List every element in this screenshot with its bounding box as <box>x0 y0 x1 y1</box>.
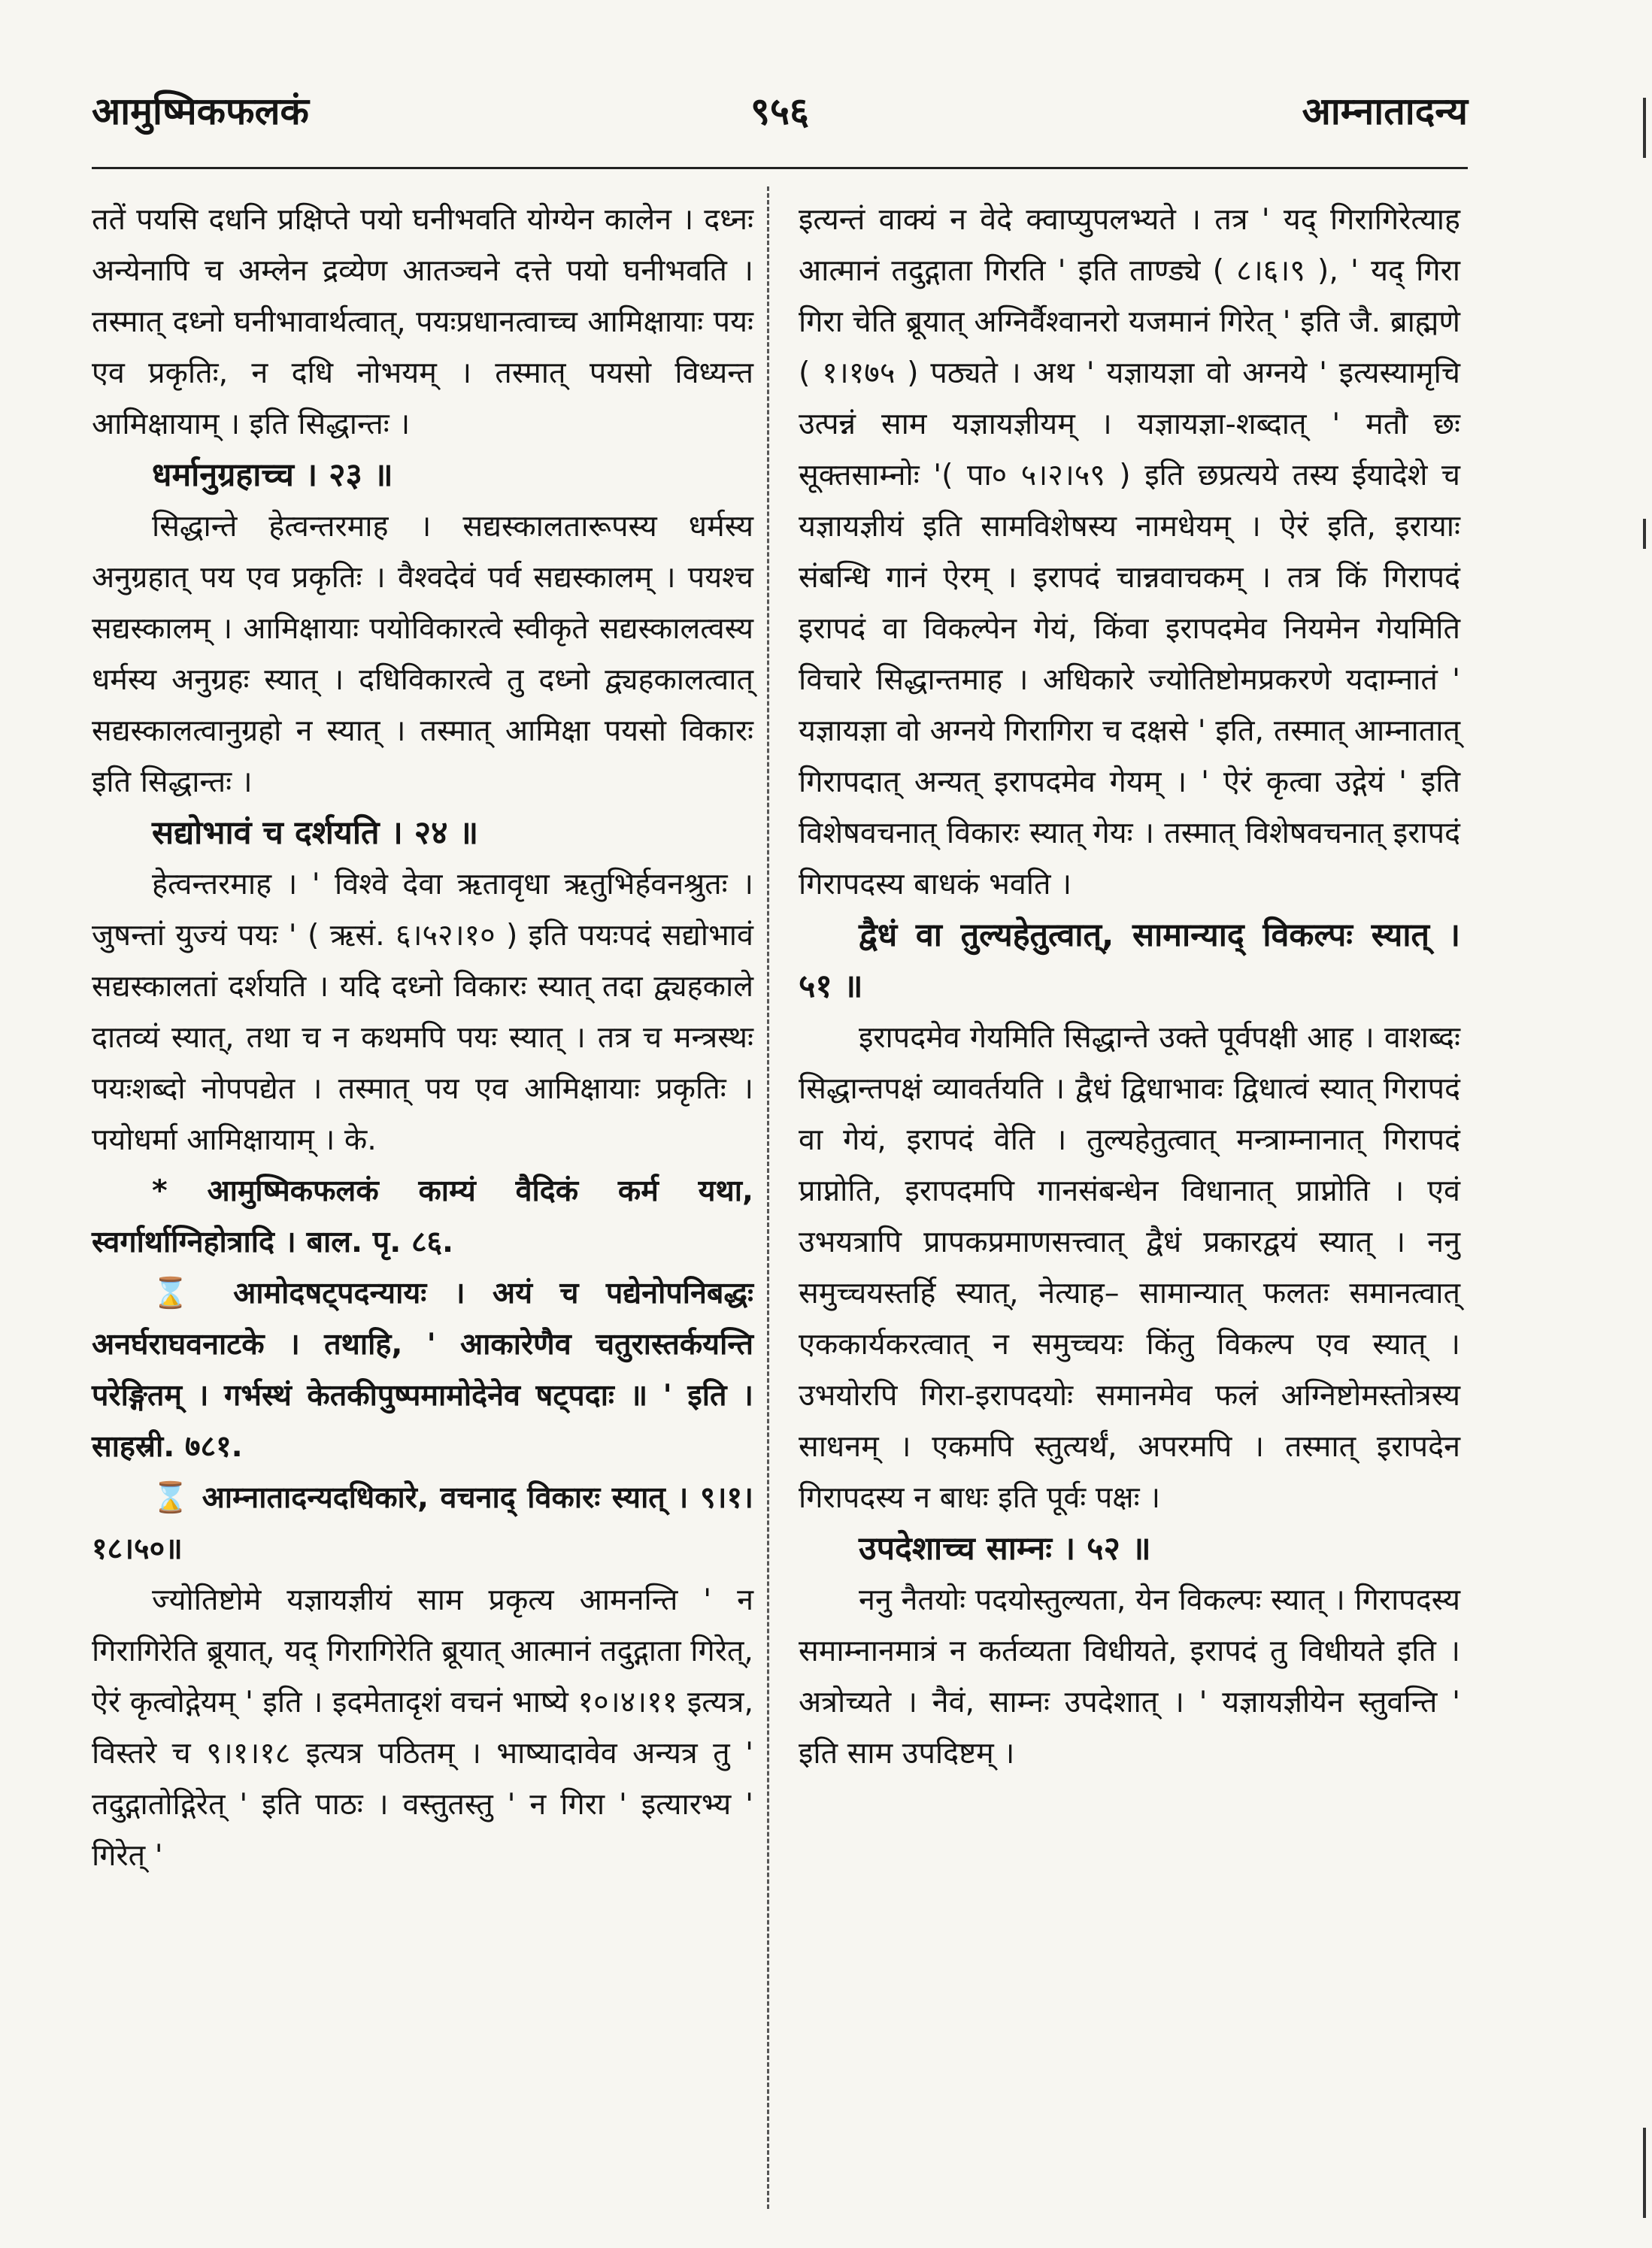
scan-edge-mark <box>1643 98 1646 158</box>
header-right-keyword: आम्नातादन्य <box>1302 89 1468 133</box>
left-column <box>92 194 753 1881</box>
header-rule <box>92 167 1468 169</box>
paragraph: ननु नैतयोः पदयोस्तुल्यता, येन विकल्पः स्यात् । गिरापदस्य समाम्नानमात्रं न कर्तव्यता विधीयते, इरापदं तु विधीयते इति । अत्रोच्यते । नैवं, साम्नः उपदेशात् । ' यज्ञायज्ञीयेन स्तुवन्ति ' इति साम उपदिष्टम् । <box>799 1583 1460 1771</box>
paragraph: ततें पयसि दधनि प्रक्षिप्ते पयो घनीभवति योग्येन कालेन । दध्नः अन्येनापि च अम्लेन द्रव्येण आतञ्चने दत्ते पयो घनीभवति । तस्मात् दध्नो घनीभावार्थत्वात्, पयःप्रधानत्वाच्च आमिक्षायाः पयः एव प्रकृतिः, न दधि नोभयम् । तस्मात् पयसो विध्यन्त आमिक्षायाम् । इति सिद्धान्तः । <box>92 202 753 441</box>
scan-edge-mark <box>1643 519 1646 549</box>
sutra-heading: उपदेशाच्च साम्नः । ५२ ॥ <box>859 1530 1151 1568</box>
dictionary-entry: * आमुष्मिकफलकं काम्यं वैदिकं कर्म यथा, स्वर्गार्थाग्निहोत्रादि । बाल. पृ. ८६. <box>92 1174 753 1259</box>
paragraph: इत्यन्तं वाक्यं न वेदे क्वाप्युपलभ्यते । तत्र ' यद् गिरागिरेत्याह आत्मानं तदुद्गाता गिरति ' इति ताण्ड्ये ( ८।६।९ ), ' यद् गिरा गिरा चेति ब्रूयात् अग्निर्वैश्वानरो यजमानं गिरेत् ' इति जै. ब्राह्मणे ( १।१७५ ) पठ्यते । अथ ' यज्ञायज्ञा वो अग्नये ' इत्यस्यामृचि उत्पन्नं साम यज्ञायज्ञीयम् । यज्ञायज्ञा-शब्दात् ' मतौ छः सूक्तसाम्नोः '( पा० ५।२।५९ ) इति छप्रत्यये तस्य ईयादेशे च यज्ञायज्ञीयं इति सामविशेषस्य नामधेयम् । ऐरं इति, इरायाः संबन्धि गानं ऐरम् । इरापदं चान्नवाचकम् । तत्र किं गिरापदं इरापदं वा विकल्पेन गेयं, किंवा इरापदमेव नियमेन गेयमिति विचारे सिद्धान्तमाह । अधिकारे ज्योतिष्टोमप्रकरणे यदाम्नातं ' यज्ञायज्ञा वो अग्नये गिरागिरा च दक्षसे ' इति, तस्मात् आम्नातात् गिरापदात् अन्यत् इरापदमेव गेयम् । ' ऐरं कृत्वा उद्गेयं ' इति विशेषवचनात् विकारः स्यात् गेयः । तस्मात् विशेषवचनात् इरापदं गिरापदस्य बाधकं भवति । <box>799 202 1460 901</box>
scan-edge-mark <box>1643 2128 1646 2218</box>
header-left-keyword: आमुष्मिकफलकं <box>92 89 309 133</box>
sutra-heading: धर्मानुग्रहाच्च । २३ ॥ <box>152 456 393 494</box>
column-divider <box>767 186 769 2209</box>
paragraph: हेत्वन्तरमाह । ' विश्वे देवा ऋतावृधा ऋतुभिर्हवनश्रुतः । जुषन्तां युज्यं पयः ' ( ऋसं. ६।५२।१० ) इति पयःपदं सद्योभावं सद्यस्कालतां दर्शयति । यदि दध्नो विकारः स्यात् तदा द्व्यहकाले दातव्यं स्यात्, तथा च न कथमपि पयः स्यात् । तत्र च मन्त्रस्थः पयःशब्दो नोपपद्येत । तस्मात् पय एव आमिक्षायाः प्रकृतिः । पयोधर्मा आमिक्षायाम् । के. <box>92 867 753 1157</box>
running-header <box>92 84 1468 152</box>
paragraph: ज्योतिष्टोमे यज्ञायज्ञीयं साम प्रकृत्य आमनन्ति ' न गिरागिरेति ब्रूयात्, यद् गिरागिरेति ब्रूयात् आत्मानं तदुद्गाता गिरेत्, ऐरं कृत्वोद्गेयम् ' इति । इदमेतादृशं वचनं भाष्ये १०।४।११ इत्यत्र, विस्तरे च ९।१।१८ इत्यत्र पठितम् । भाष्यादावेव अन्यत्र तु ' तदुद्गातोद्गिरेत् ' इति पाठः । वस्तुतस्तु ' न गिरा ' इत्यारभ्य ' गिरेत् ' <box>92 1583 753 1873</box>
sutra-heading: द्वैधं वा तुल्यहेतुत्वात्, सामान्याद् विकल्पः स्यात् । ५१ ॥ <box>799 916 1460 1005</box>
page-number: ९५६ <box>750 89 809 133</box>
sutra-heading: सद्योभावं च दर्शयति । २४ ॥ <box>152 814 479 852</box>
right-column <box>799 194 1460 1779</box>
dictionary-entry: ⌛ आमोदषट्पदन्यायः । अयं च पद्येनोपनिबद्धः अनर्घराघवनाटके । तथाहि, ' आकारेणैव चतुरास्तर्कयन्ति परेङ्गितम् । गर्भस्थं केतकीपुष्पमामोदेनेव षट्पदाः ॥ ' इति । साहस्री. ७८१. <box>92 1276 753 1464</box>
paragraph: इरापदमेव गेयमिति सिद्धान्ते उक्ते पूर्वपक्षी आह । वाशब्दः सिद्धान्तपक्षं व्यावर्तयति । द्वैधं द्विधाभावः द्विधात्वं स्यात् गिरापदं वा गेयं, इरापदं वेति । तुल्यहेतुत्वात् मन्त्राम्नानात् गिरापदं प्राप्नोति, इरापदमपि गानसंबन्धेन विधानात् प्राप्नोति । एवं उभयत्रापि प्रापकप्रमाणसत्त्वात् द्वैधं प्रकारद्वयं स्यात् । ननु समुच्चयस्तर्हि स्यात्, नेत्याह– सामान्यात् फलतः समानत्वात् एककार्यकरत्वात् न समुच्चयः किंतु विकल्प एव स्यात् । उभयोरपि गिरा-इरापदयोः समानमेव फलं अग्निष्टोमस्तोत्रस्य साधनम् । एकमपि स्तुत्यर्थं, अपरमपि । तस्मात् इरापदेन गिरापदस्य न बाधः इति पूर्वः पक्षः । <box>799 1020 1460 1515</box>
dictionary-entry: ⌛ आम्नातादन्यदधिकारे, वचनाद् विकारः स्यात् । ९।१।१८।५०॥ <box>92 1480 753 1566</box>
paragraph: सिद्धान्ते हेत्वन्तरमाह । सद्यस्कालतारूपस्य धर्मस्य अनुग्रहात् पय एव प्रकृतिः । वैश्वदेवं पर्व सद्यस्कालम् । पयश्च सद्यस्कालम् । आमिक्षायाः पयोविकारत्वे स्वीकृते सद्यस्कालत्वस्य धर्मस्य अनुग्रहः स्यात् । दधिविकारत्वे तु दध्नो द्व्यहकालत्वात् सद्यस्कालत्वानुग्रहो न स्यात् । तस्मात् आमिक्षा पयसो विकारः इति सिद्धान्तः । <box>92 509 753 799</box>
